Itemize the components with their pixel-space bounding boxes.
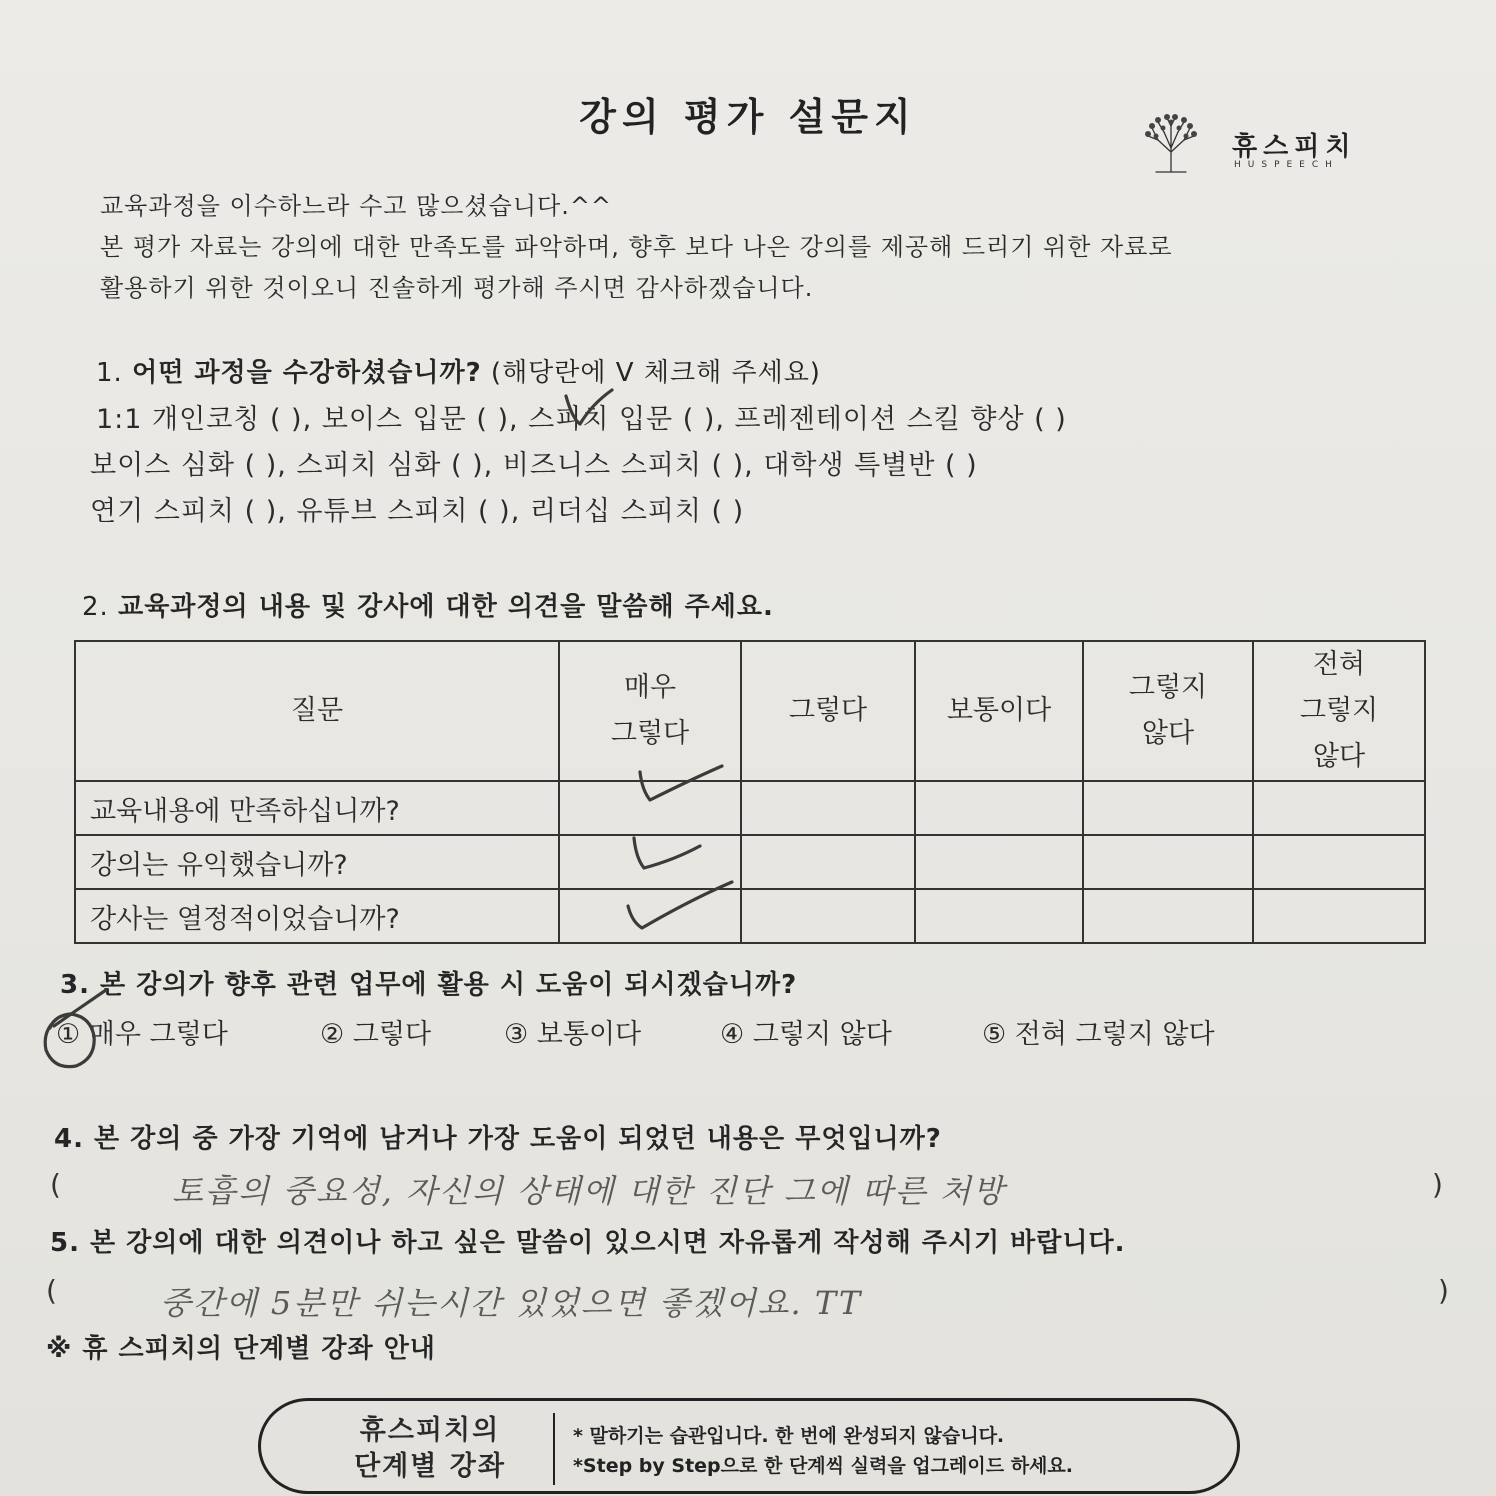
q3-option-3[interactable]: ③ 보통이다 xyxy=(504,1019,642,1050)
notice xyxy=(46,1328,436,1365)
table-row xyxy=(75,889,1425,943)
q2-title xyxy=(82,586,774,623)
tree-icon xyxy=(1136,112,1206,174)
q5-open-paren: ( xyxy=(46,1274,57,1307)
q5-question-text: 5. 본 강의에 대한 의견이나 하고 싶은 말씀이 있으시면 자유롭게 작성해 주시기 바랍니다. xyxy=(50,1228,1126,1258)
header-strongly-agree xyxy=(559,641,741,781)
cell-strongly-disagree[interactable] xyxy=(1253,889,1425,943)
q1-options-line[interactable]: 연기 스피치 ( ), 유튜브 스피치 ( ), 리더십 스피치 ( ) xyxy=(90,496,745,527)
q3-option-4[interactable]: ④ 그렇지 않다 xyxy=(720,1019,892,1050)
header-question: 질문 xyxy=(75,641,559,781)
intro-text xyxy=(100,186,1173,309)
q1-options-line[interactable]: 보이스 심화 ( ), 스피치 심화 ( ), 비즈니스 스피치 ( ), 대학생 특별반 ( ) xyxy=(90,450,978,481)
cell-strongly-agree[interactable] xyxy=(559,889,741,943)
intro-line: 본 평가 자료는 강의에 대한 만족도를 파악하며, 향후 보다 나은 강의를 제공해 드리기 위한 자료로 xyxy=(100,233,1173,261)
q3-question-text: 3. 본 강의가 향후 관련 업무에 활용 시 도움이 되시겠습니까? xyxy=(60,970,798,1000)
header-neutral: 보통이다 xyxy=(915,641,1083,781)
cell-disagree[interactable] xyxy=(1083,889,1253,943)
banner-message xyxy=(573,1421,1073,1481)
cell-disagree[interactable] xyxy=(1083,835,1253,889)
q4-question-text: 4. 본 강의 중 가장 기억에 남거나 가장 도움이 되었던 내용은 무엇입니까? xyxy=(54,1124,942,1154)
brand-name: 휴스피치 xyxy=(1232,132,1357,162)
cell-disagree[interactable] xyxy=(1083,781,1253,835)
course-banner xyxy=(258,1398,1240,1494)
cell-strongly-agree[interactable] xyxy=(559,835,741,889)
cell-neutral[interactable] xyxy=(915,835,1083,889)
intro-line: 활용하기 위한 것이오니 진솔하게 평가해 주시면 감사하겠습니다. xyxy=(100,274,814,302)
header-text: 그렇다 xyxy=(610,718,690,749)
cell-strongly-disagree[interactable] xyxy=(1253,835,1425,889)
cell-strongly-agree[interactable] xyxy=(559,781,741,835)
q2-number: 2. xyxy=(82,592,109,622)
banner-title xyxy=(317,1413,543,1485)
banner-title-line: 단계별 강좌 xyxy=(354,1451,506,1482)
table-header-row xyxy=(75,641,1425,781)
header-agree: 그렇다 xyxy=(741,641,915,781)
brand-name-en: HUSPEECH xyxy=(1234,160,1339,170)
cell-agree[interactable] xyxy=(741,835,915,889)
header-text: 전혀 xyxy=(1312,649,1366,680)
row-question: 강의는 유익했습니까? xyxy=(75,835,559,889)
page-title: 강의 평가 설문지 xyxy=(579,95,917,139)
table-row xyxy=(75,781,1425,835)
q5-answer[interactable]: 중간에 5분만 쉬는시간 있었으면 좋겠어요. TT xyxy=(160,1284,863,1322)
banner-title-line: 휴스피치의 xyxy=(359,1415,501,1446)
q3-option-2[interactable]: ② 그렇다 xyxy=(320,1019,432,1050)
cell-strongly-disagree[interactable] xyxy=(1253,781,1425,835)
q5-close-paren: ) xyxy=(1438,1274,1449,1307)
header-disagree xyxy=(1083,641,1253,781)
cell-agree[interactable] xyxy=(741,781,915,835)
huspeech-logo xyxy=(1136,112,1376,178)
header-text: 않다 xyxy=(1141,718,1195,749)
cell-neutral[interactable] xyxy=(915,781,1083,835)
q1-options-line[interactable]: 1:1 개인코칭 ( ), 보이스 입문 ( ), 스피치 입문 ( ), 프레젠테이션 스킬 향상 ( ) xyxy=(96,404,1067,435)
q1-title xyxy=(96,352,821,389)
banner-message-line: * 말하기는 습관입니다. 한 번에 완성되지 않습니다. xyxy=(573,1425,1005,1447)
cell-agree[interactable] xyxy=(741,889,915,943)
header-text: 그렇지 xyxy=(1299,695,1379,726)
row-question: 교육내용에 만족하십니까? xyxy=(75,781,559,835)
q2-question: 교육과정의 내용 및 강사에 대한 의견을 말씀해 주세요. xyxy=(118,592,774,622)
q4-open-paren: ( xyxy=(50,1168,61,1201)
q4-question xyxy=(54,1118,942,1155)
cell-neutral[interactable] xyxy=(915,889,1083,943)
q3-question xyxy=(60,964,797,1001)
notice-text: ※ 휴 스피치의 단계별 강좌 안내 xyxy=(46,1334,436,1364)
rating-table xyxy=(74,640,1426,944)
header-text: 매우 xyxy=(623,672,677,703)
header-strongly-disagree xyxy=(1253,641,1425,781)
q5-question xyxy=(50,1222,1126,1259)
header-text: 않다 xyxy=(1312,741,1366,772)
banner-divider xyxy=(553,1413,555,1485)
row-question: 강사는 열정적이었습니까? xyxy=(75,889,559,943)
q4-close-paren: ) xyxy=(1432,1168,1443,1201)
header-text: 그렇지 xyxy=(1128,672,1208,703)
q1-question: 어떤 과정을 수강하셨습니까? xyxy=(132,358,482,388)
table-row xyxy=(75,835,1425,889)
banner-message-line: *Step by Step으로 한 단계씩 실력을 업그레이드 하세요. xyxy=(573,1455,1073,1477)
intro-line: 교육과정을 이수하느라 수고 많으셨습니다.^^ xyxy=(100,192,613,220)
q1-number: 1. xyxy=(96,358,123,388)
q3-option-5[interactable]: ⑤ 전혀 그렇지 않다 xyxy=(982,1019,1215,1050)
q3-option-1[interactable]: ① 매우 그렇다 xyxy=(56,1019,228,1050)
q1-instruction: (해당란에 V 체크해 주세요) xyxy=(490,358,821,388)
q4-answer[interactable]: 토흡의 중요성, 자신의 상태에 대한 진단 그에 따른 처방 xyxy=(172,1172,1006,1210)
